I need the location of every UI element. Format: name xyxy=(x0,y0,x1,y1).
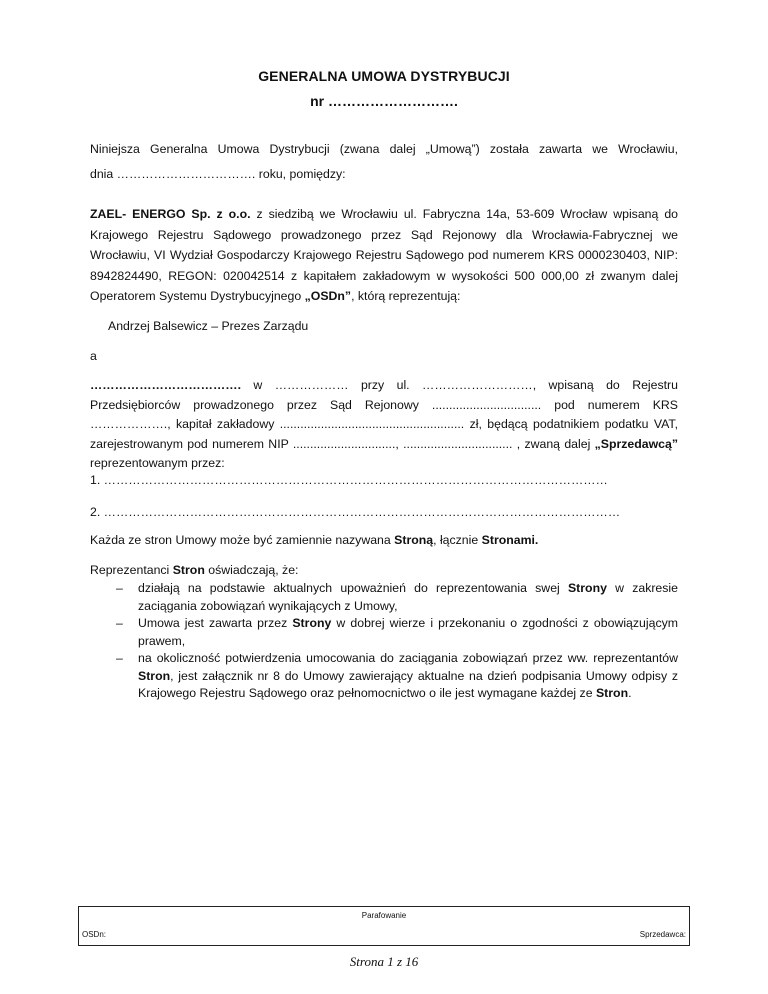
party-osdn-name: ZAEL- ENERGO Sp. z o.o. xyxy=(90,207,251,221)
party-osdn-paragraph xyxy=(90,204,678,307)
party-seller-details: w ……………… przy ul. ………………………, wpisaną do Rejestru Przedsiębiorców prowadzonego przez Sąd Rejonowy ................................ pod numerem KRS ………………., kapitał zakładowy ...................................................... zł, będącą podatnikiem podatku VAT, zarejestrowanym pod numerem NIP .............................., ................................ , zwaną dalej xyxy=(90,378,678,451)
declaration-bold: Strony xyxy=(567,581,607,595)
declaration-item xyxy=(90,615,678,650)
initials-label: Parafowanie xyxy=(361,911,407,920)
intro-line-1: Niniejsza Generalna Umowa Dystrybucji (zwana dalej „Umową”) została zawarta we Wrocławiu, xyxy=(90,142,678,156)
initials-seller: Sprzedawca: xyxy=(639,930,686,939)
declaration-text: działają na podstawie aktualnych upoważnień do reprezentowania swej xyxy=(138,581,568,595)
declaration-text: Umowa jest zawarta przez xyxy=(138,616,293,630)
conjunction: a xyxy=(90,349,97,363)
dash-bullet: – xyxy=(116,651,123,665)
dash-bullet: – xyxy=(116,616,123,630)
parties-definition-middle: , łącznie xyxy=(433,533,482,547)
seller-signer-1: 1. …………………………………………………………………………………………………………… xyxy=(90,473,608,487)
agreement-number: nr ………………………. xyxy=(310,93,458,109)
intro-line-2: dnia ……………………………. roku, pomiędzy: xyxy=(90,167,346,181)
term-strona: Stroną xyxy=(394,533,434,547)
declaration-intro-tail: oświadczają, że: xyxy=(204,563,299,577)
initials-osdn: OSDn: xyxy=(82,930,107,939)
party-seller-name-placeholder: ………………………………. xyxy=(90,378,241,392)
declaration-intro-text: Reprezentanci xyxy=(90,563,173,577)
seller-signer-2: 2. ……………………………………………………………………………………………………………… xyxy=(90,505,621,519)
declaration-bold-2: Stron xyxy=(595,686,629,700)
declaration-item xyxy=(90,650,678,703)
declaration-intro-bold: Stron xyxy=(172,563,205,577)
page-number: Strona 1 z 16 xyxy=(349,954,419,969)
declaration-text-tail: w zakresie zaciągania zobowiązań wynikających z Umowy, xyxy=(138,581,678,613)
initials-box xyxy=(78,906,690,946)
declaration-intro xyxy=(90,560,678,581)
party-seller-tail: reprezentowanym przez: xyxy=(90,456,225,470)
document-title: GENERALNA UMOWA DYSTRYBUCJI xyxy=(258,68,510,84)
party-seller-paragraph xyxy=(90,376,678,474)
parties-definition-text: Każda ze stron Umowy może być zamiennie nazywana xyxy=(90,533,395,547)
party-osdn-alias: „OSDn” xyxy=(304,289,352,303)
declaration-bold: Stron xyxy=(138,668,171,683)
osdn-representative: Andrzej Balsewicz – Prezes Zarządu xyxy=(108,319,309,333)
party-seller-alias: „Sprzedawcą” xyxy=(594,436,678,451)
party-osdn-tail: , którą reprezentują: xyxy=(351,289,461,303)
declaration-text-tail: w dobrej wierze i przekonaniu o zgodności z obowiązującym prawem, xyxy=(138,616,678,648)
declaration-item xyxy=(90,580,678,615)
parties-definition xyxy=(90,530,678,551)
declarations-list xyxy=(90,580,678,703)
declaration-bold: Strony xyxy=(292,616,332,630)
dash-bullet: – xyxy=(116,581,123,595)
declaration-text-end: . xyxy=(628,686,632,700)
declaration-text: na okoliczność potwierdzenia umocowania do zaciągania zobowiązań przez ww. reprezentantów xyxy=(138,651,678,665)
term-stronami: Stronami. xyxy=(481,533,539,547)
party-osdn-details: z siedzibą we Wrocławiu ul. Fabryczna 14a, 53-609 Wrocław wpisaną do Krajowego Rejestru Sądowego prowadzonego przez Sąd Rejonowy dla Wrocławia-Fabrycznej we Wrocławiu, VI Wydział Gospodarczy Krajowego Rejestru Sądowego pod numerem KRS 0000230403, NIP: 8942824490, REGON: 020042514 z kapitałem zakładowym w wysokości 500 000,00 zł zwanym dalej Operatorem Systemu Dystrybucyjnego xyxy=(90,207,678,303)
declaration-text-tail: , jest załącznik nr 8 do Umowy zawierający aktualne na dzień podpisania Umowy odpisy z Krajowego Rejestru Sądowego oraz pełnomocnictwo o ile jest wymagane każdej ze xyxy=(138,668,678,700)
